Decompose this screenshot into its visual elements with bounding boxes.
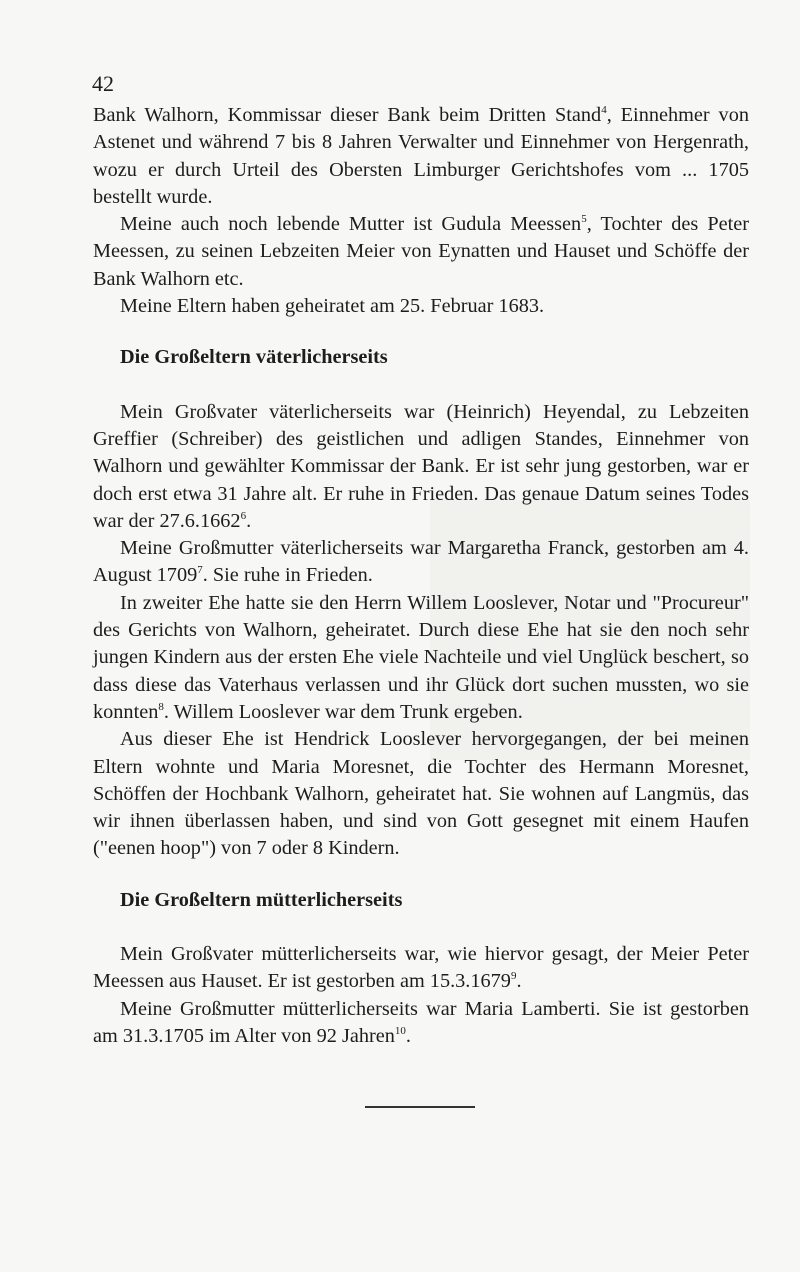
paragraph: Mein Großvater väterlicherseits war (Heinrich) Heyendal, zu Lebzeiten Greffier (Schreiber) des geistlichen und adligen Standes, Einnehmer von Walhorn und gewählter Kommissar der Bank. Er ist sehr jung gestorben, war er doch erst etwa 31 Jahre alt. Er ruhe in Frieden. Das genaue Datum seines Todes war der 27.6.1662$^6$. <box>93 400 749 532</box>
footnote-separator-rule <box>365 1106 475 1108</box>
paragraph: Aus dieser Ehe ist Hendrick Looslever hervorgegangen, der bei meinen Eltern wohnte und Maria Moresnet, die Tochter des Hermann Moresnet, Schöffen der Hochbank Walhorn, geheiratet hat. Sie wohnen auf Langmüs, das wir ihnen überlassen haben, und sind von Gott gesegnet mit einem Haufen ("eenen hoop") von 7 oder 8 Kindern. <box>93 728 749 860</box>
paragraph: Meine auch noch lebende Mutter ist Gudula Meessen$^5$, Tochter des Peter Meessen, zu seinen Lebzeiten Meier von Eynatten und Hauset und Schöffe der Bank Walhorn etc. <box>93 213 749 290</box>
footnote-ref[interactable]: 4 <box>601 104 607 116</box>
section-heading: Die Großeltern väterlicherseits <box>120 346 388 369</box>
body-text <box>93 102 749 1050</box>
paragraph: Meine Eltern haben geheiratet am 25. Februar 1683. <box>120 295 545 318</box>
footnote-ref[interactable]: 6 <box>240 509 247 522</box>
paragraph: In zweiter Ehe hatte sie den Herrn Willem Looslever, Notar und "Procureur" des Gerichts von Walhorn, geheiratet. Durch diese Ehe hat sie den noch sehr jungen Kindern aus der ersten Ehe viele Nachteile und viel Unglück beschert, so dass diese das Vaterhaus verlassen und ihr Glück dort suchen mussten, wo sie konnten$^8$. Willem Looslever war dem Trunk ergeben. <box>93 591 749 723</box>
paragraph: Meine Großmutter mütterlicherseits war Maria Lamberti. Sie ist gestorben am 31.3.1705 im Alter von 92 Jahren$^{10}$. <box>93 997 749 1047</box>
paragraph: Bank Walhorn, Kommissar dieser Bank beim Dritten Stand$^4$, Einnehmer von Astenet und während 7 bis 8 Jahren Verwalter und Einnehmer von Hergenrath, wozu er durch Urteil des Obersten Limburger Gerichtshofes vom ... 1705 bestellt wurde. <box>93 104 749 208</box>
page-number: 42 <box>92 71 114 96</box>
paragraph: Mein Großvater mütterlicherseits war, wie hiervor gesagt, der Meier Peter Meessen aus Hauset. Er ist gestorben am 15.3.1679$^9$. <box>93 943 749 993</box>
footnote-ref[interactable]: 10 <box>394 1024 406 1037</box>
footnote-ref[interactable]: 9 <box>510 970 517 983</box>
section-heading: Die Großeltern mütterlicherseits <box>120 888 403 911</box>
footnote-ref[interactable]: 5 <box>581 213 587 226</box>
footnote-ref[interactable]: 8 <box>158 700 164 713</box>
footnote-ref[interactable]: 7 <box>197 564 203 577</box>
paragraph: Meine Großmutter väterlicherseits war Margaretha Franck, gestorben am 4. August 1709$^7$. Sie ruhe in Frieden. <box>93 537 749 587</box>
